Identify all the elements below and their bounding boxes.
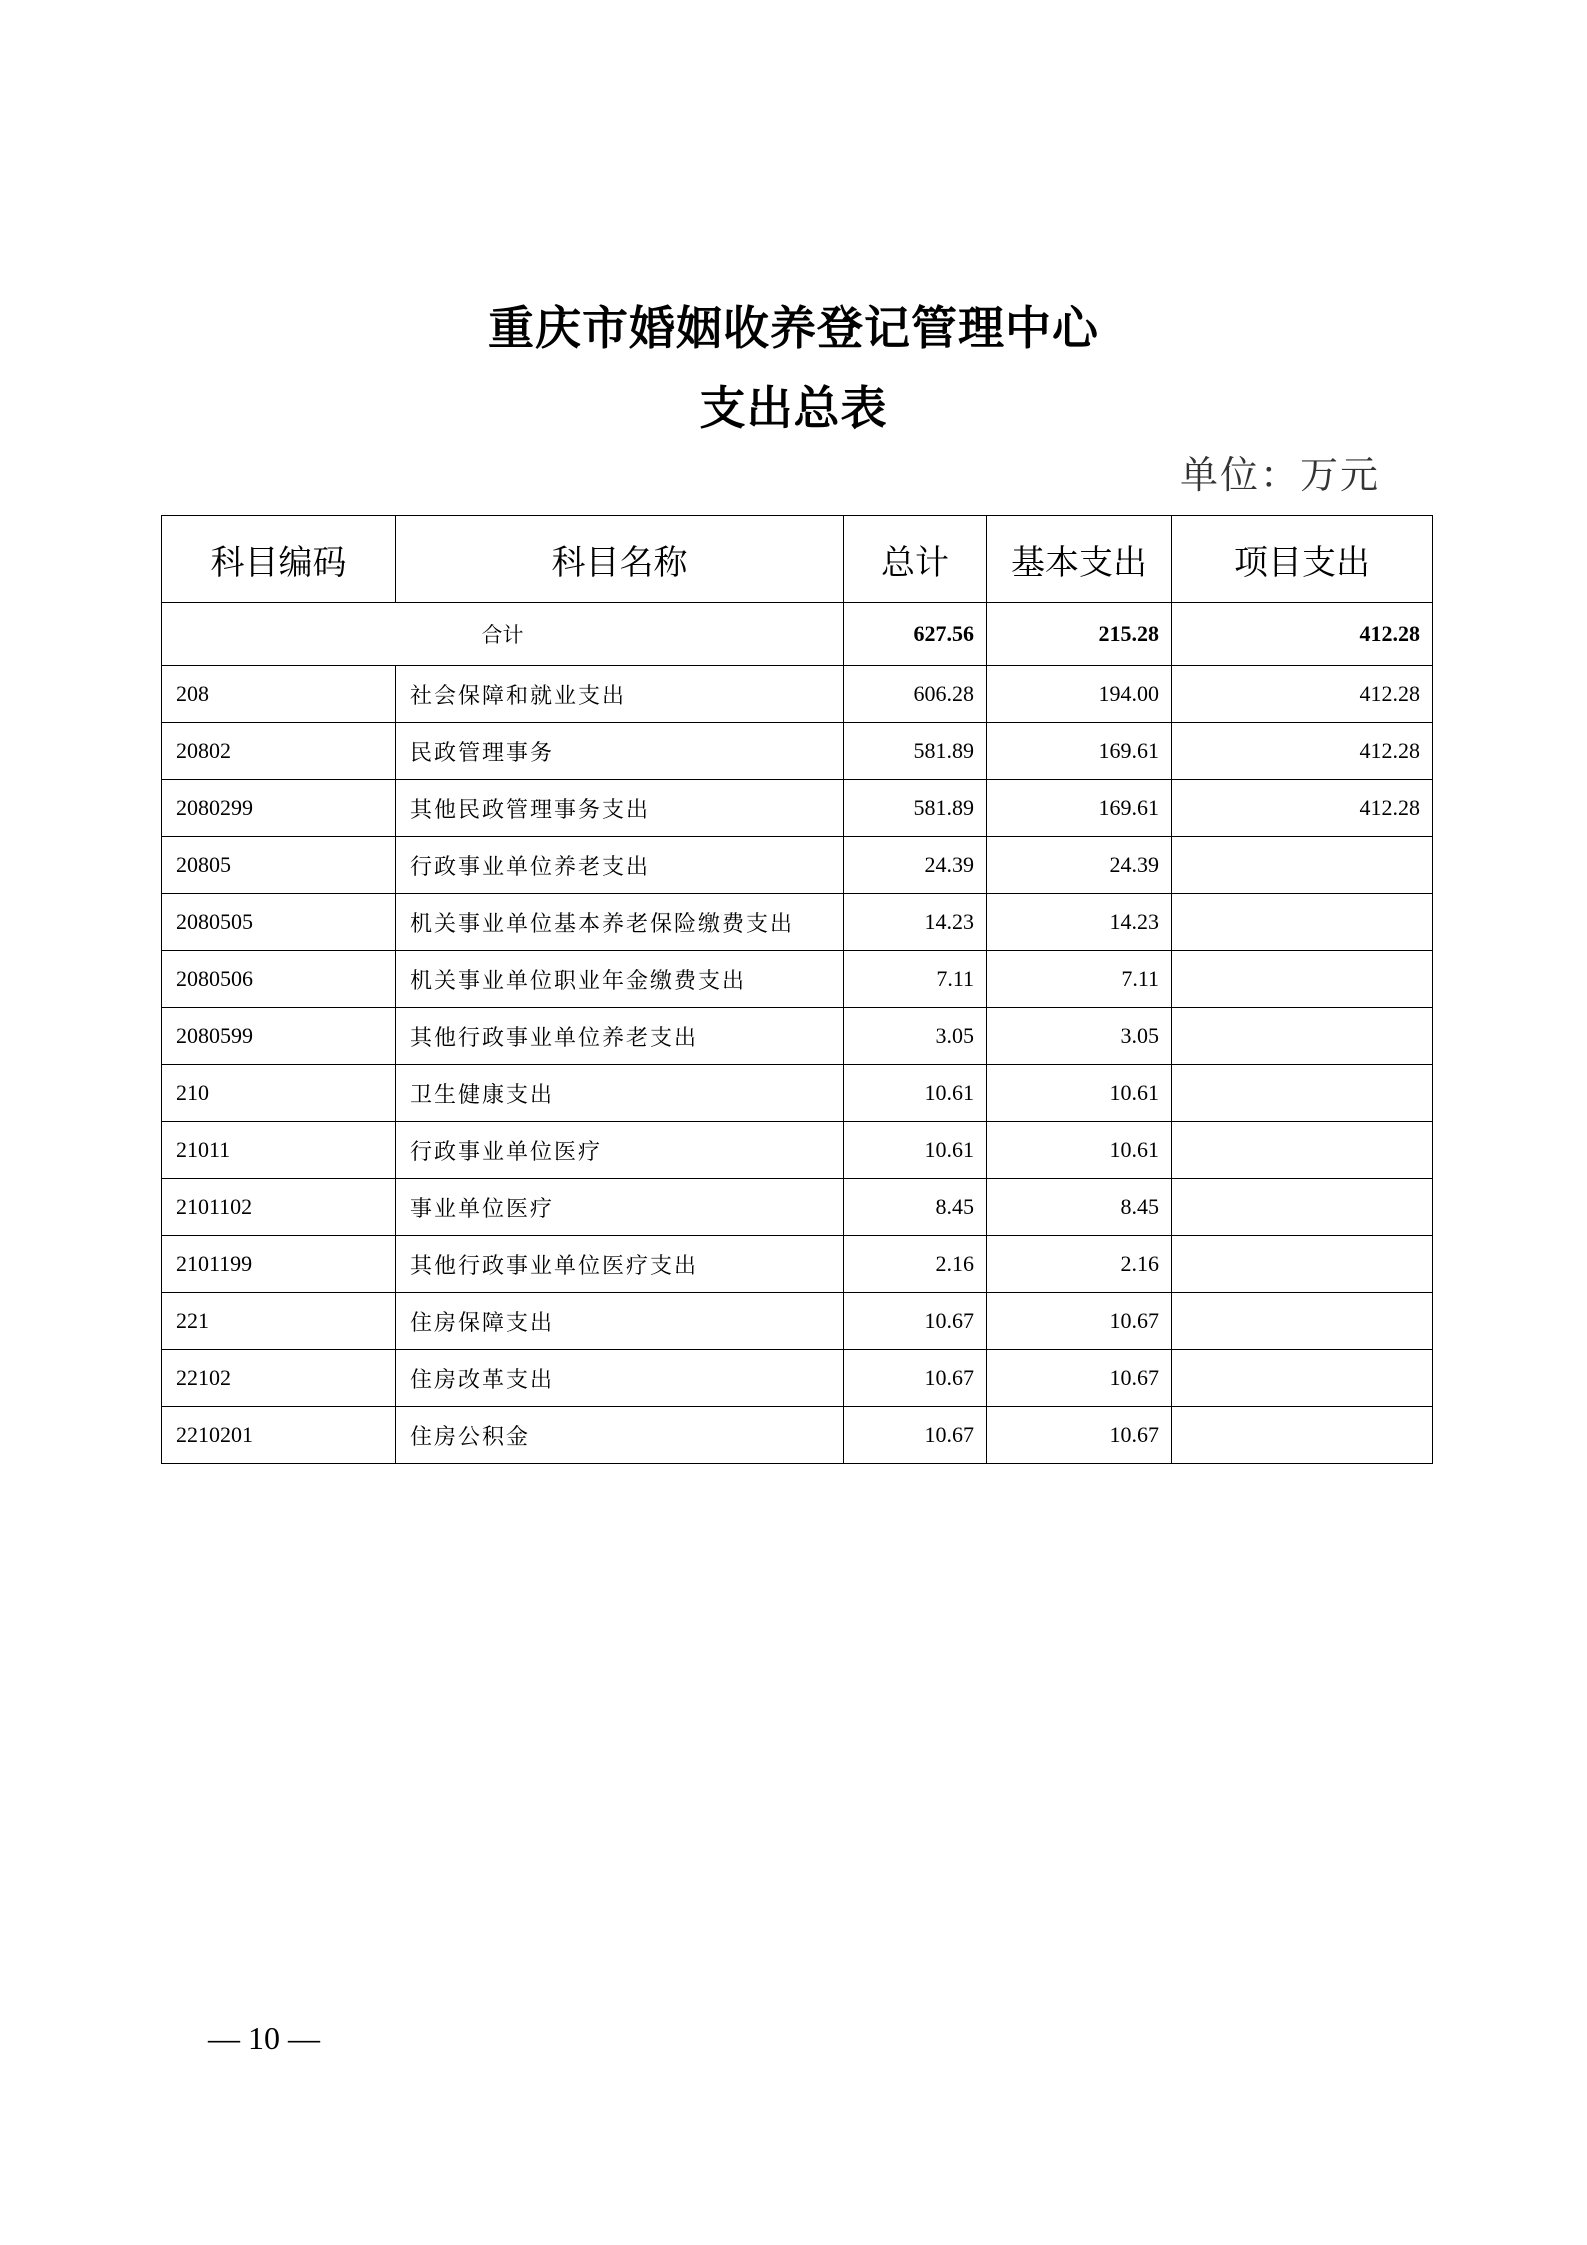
document-title: 重庆市婚姻收养登记管理中心 bbox=[488, 301, 1099, 355]
row-code: 22102 bbox=[162, 1350, 396, 1407]
row-total: 10.61 bbox=[844, 1065, 987, 1122]
row-project bbox=[1172, 1407, 1433, 1464]
row-basic: 3.05 bbox=[987, 1008, 1172, 1065]
row-code: 221 bbox=[162, 1293, 396, 1350]
table-row bbox=[162, 1008, 1433, 1065]
table-row bbox=[162, 723, 1433, 780]
table-row bbox=[162, 894, 1433, 951]
row-name: 民政管理事务 bbox=[396, 723, 844, 780]
row-name: 机关事业单位职业年金缴费支出 bbox=[396, 951, 844, 1008]
table-row bbox=[162, 1350, 1433, 1407]
row-project: 412.28 bbox=[1172, 666, 1433, 723]
row-code: 21011 bbox=[162, 1122, 396, 1179]
row-name: 行政事业单位养老支出 bbox=[396, 837, 844, 894]
row-code: 210 bbox=[162, 1065, 396, 1122]
row-name: 住房公积金 bbox=[396, 1407, 844, 1464]
row-total: 3.05 bbox=[844, 1008, 987, 1065]
table-row bbox=[162, 666, 1433, 723]
table-row bbox=[162, 1293, 1433, 1350]
total-sum: 627.56 bbox=[844, 603, 987, 666]
row-total: 606.28 bbox=[844, 666, 987, 723]
row-code: 2080599 bbox=[162, 1008, 396, 1065]
table-row bbox=[162, 1179, 1433, 1236]
row-code: 2101199 bbox=[162, 1236, 396, 1293]
row-name: 机关事业单位基本养老保险缴费支出 bbox=[396, 894, 844, 951]
row-code: 2080506 bbox=[162, 951, 396, 1008]
row-code: 208 bbox=[162, 666, 396, 723]
row-basic: 8.45 bbox=[987, 1179, 1172, 1236]
row-basic: 2.16 bbox=[987, 1236, 1172, 1293]
row-project bbox=[1172, 1008, 1433, 1065]
row-name: 卫生健康支出 bbox=[396, 1065, 844, 1122]
row-code: 20805 bbox=[162, 837, 396, 894]
table-row bbox=[162, 1407, 1433, 1464]
row-total: 581.89 bbox=[844, 780, 987, 837]
row-name: 住房改革支出 bbox=[396, 1350, 844, 1407]
row-project bbox=[1172, 1122, 1433, 1179]
row-total: 2.16 bbox=[844, 1236, 987, 1293]
row-name: 事业单位医疗 bbox=[396, 1179, 844, 1236]
row-project bbox=[1172, 1350, 1433, 1407]
row-basic: 10.67 bbox=[987, 1407, 1172, 1464]
row-name: 其他行政事业单位医疗支出 bbox=[396, 1236, 844, 1293]
header-basic: 基本支出 bbox=[987, 516, 1172, 603]
row-total: 7.11 bbox=[844, 951, 987, 1008]
row-basic: 14.23 bbox=[987, 894, 1172, 951]
table-row bbox=[162, 1065, 1433, 1122]
row-name: 行政事业单位医疗 bbox=[396, 1122, 844, 1179]
total-label: 合计 bbox=[162, 603, 844, 666]
row-total: 8.45 bbox=[844, 1179, 987, 1236]
header-code: 科目编码 bbox=[162, 516, 396, 603]
header-name: 科目名称 bbox=[396, 516, 844, 603]
row-total: 24.39 bbox=[844, 837, 987, 894]
row-code: 2080505 bbox=[162, 894, 396, 951]
row-project bbox=[1172, 894, 1433, 951]
row-basic: 10.61 bbox=[987, 1122, 1172, 1179]
row-project: 412.28 bbox=[1172, 780, 1433, 837]
row-total: 581.89 bbox=[844, 723, 987, 780]
table-row bbox=[162, 837, 1433, 894]
row-total: 10.61 bbox=[844, 1122, 987, 1179]
table-row bbox=[162, 780, 1433, 837]
row-code: 2101102 bbox=[162, 1179, 396, 1236]
row-project bbox=[1172, 1293, 1433, 1350]
row-basic: 169.61 bbox=[987, 723, 1172, 780]
row-basic: 194.00 bbox=[987, 666, 1172, 723]
row-project bbox=[1172, 1179, 1433, 1236]
row-project: 412.28 bbox=[1172, 723, 1433, 780]
unit-label: 单位：万元 bbox=[1180, 453, 1381, 497]
expenditure-table bbox=[161, 515, 1433, 1464]
table-header-row bbox=[162, 516, 1433, 603]
header-total: 总计 bbox=[844, 516, 987, 603]
row-basic: 10.67 bbox=[987, 1293, 1172, 1350]
total-row bbox=[162, 603, 1433, 666]
row-name: 住房保障支出 bbox=[396, 1293, 844, 1350]
header-project: 项目支出 bbox=[1172, 516, 1433, 603]
total-basic: 215.28 bbox=[987, 603, 1172, 666]
row-name: 社会保障和就业支出 bbox=[396, 666, 844, 723]
row-total: 10.67 bbox=[844, 1350, 987, 1407]
row-project bbox=[1172, 1065, 1433, 1122]
page-number: — 10 — bbox=[208, 2020, 320, 2056]
row-name: 其他民政管理事务支出 bbox=[396, 780, 844, 837]
row-total: 14.23 bbox=[844, 894, 987, 951]
row-basic: 10.67 bbox=[987, 1350, 1172, 1407]
row-basic: 10.61 bbox=[987, 1065, 1172, 1122]
row-basic: 24.39 bbox=[987, 837, 1172, 894]
row-total: 10.67 bbox=[844, 1293, 987, 1350]
document-subtitle: 支出总表 bbox=[699, 381, 888, 435]
total-project: 412.28 bbox=[1172, 603, 1433, 666]
row-name: 其他行政事业单位养老支出 bbox=[396, 1008, 844, 1065]
table-row bbox=[162, 1236, 1433, 1293]
row-project bbox=[1172, 951, 1433, 1008]
row-code: 20802 bbox=[162, 723, 396, 780]
row-project bbox=[1172, 1236, 1433, 1293]
row-code: 2080299 bbox=[162, 780, 396, 837]
row-code: 2210201 bbox=[162, 1407, 396, 1464]
row-total: 10.67 bbox=[844, 1407, 987, 1464]
table-row bbox=[162, 1122, 1433, 1179]
row-basic: 169.61 bbox=[987, 780, 1172, 837]
table-row bbox=[162, 951, 1433, 1008]
row-basic: 7.11 bbox=[987, 951, 1172, 1008]
row-project bbox=[1172, 837, 1433, 894]
